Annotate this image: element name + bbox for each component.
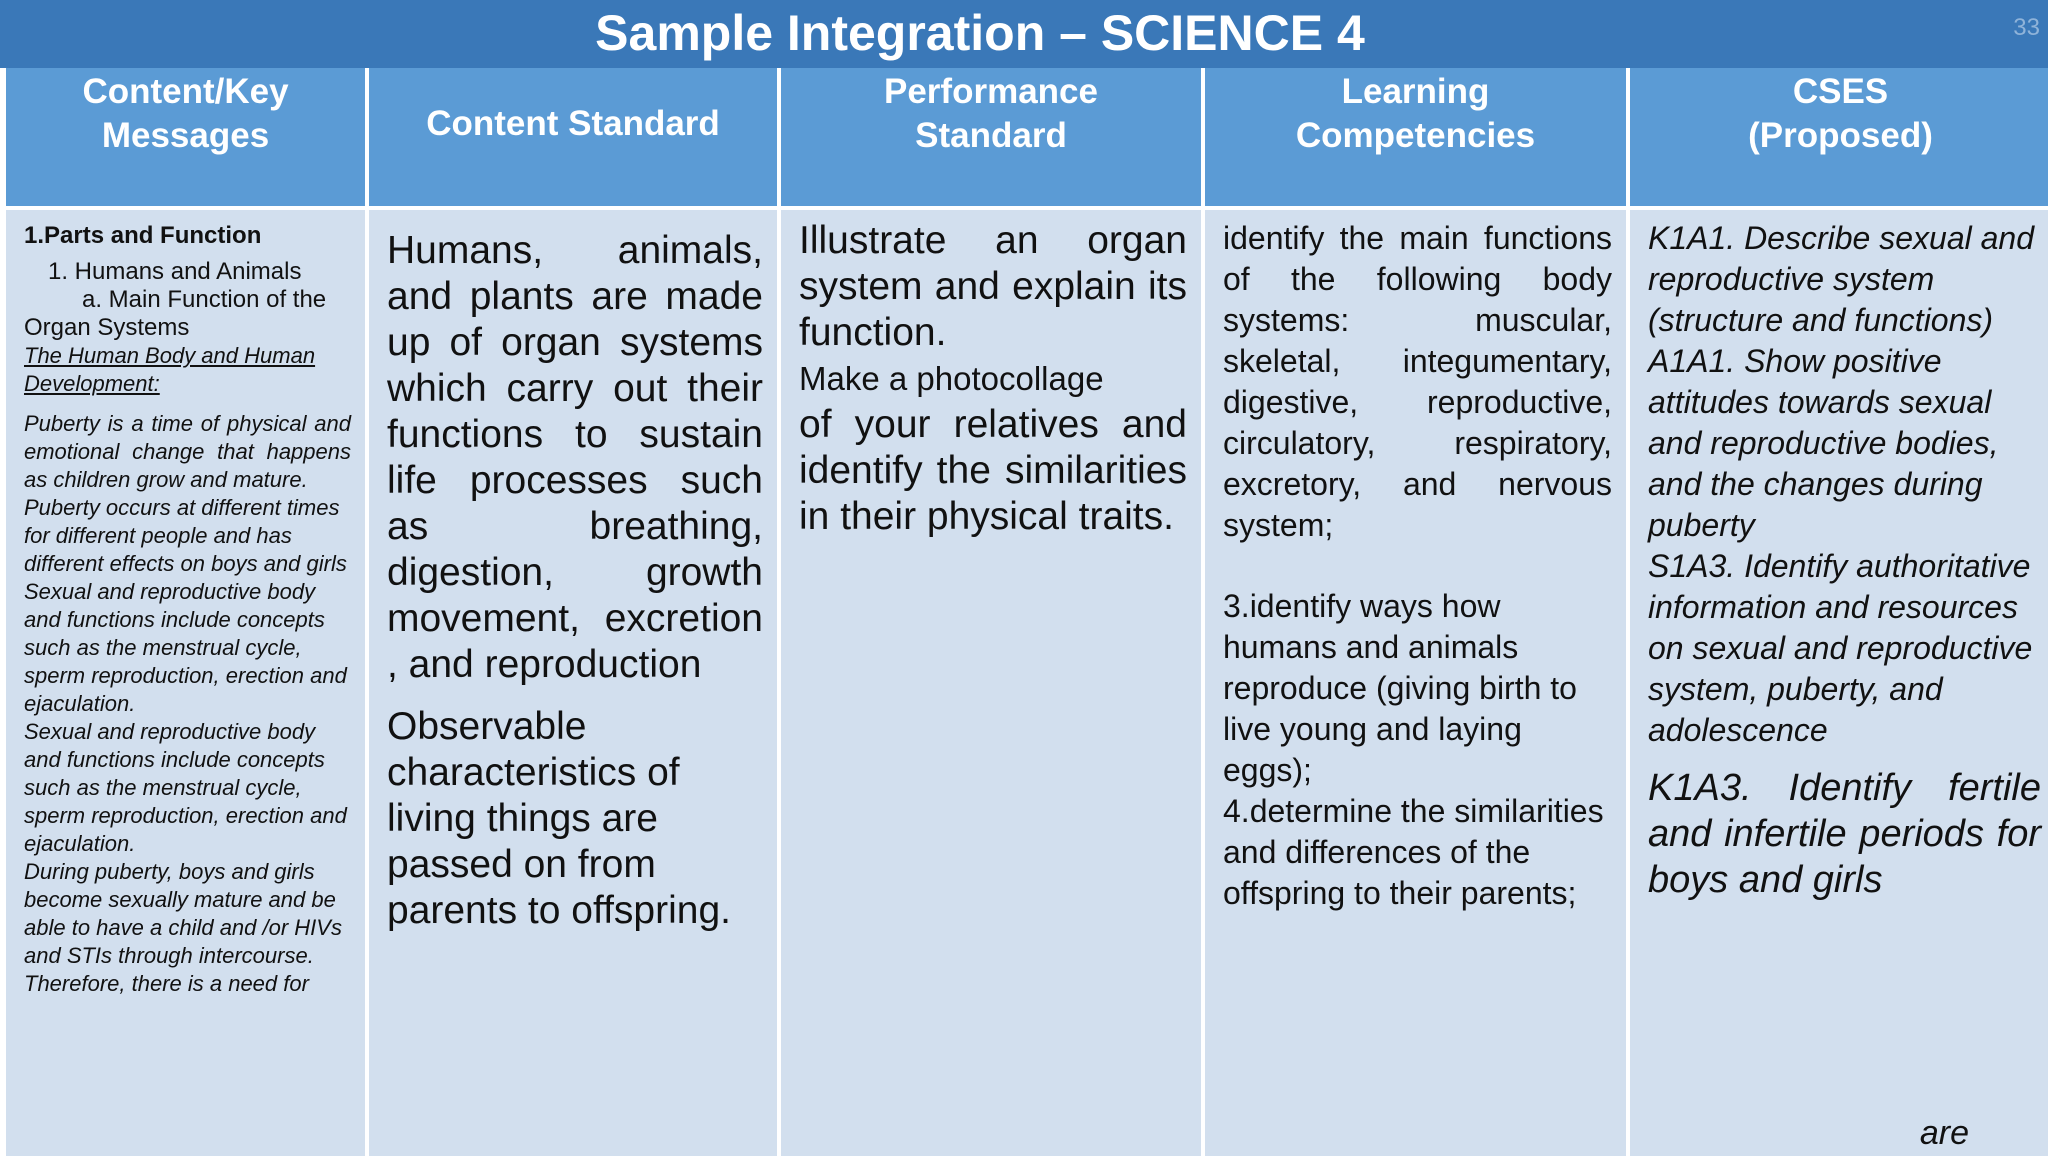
header-cses-proposed: CSES (Proposed) (1630, 68, 2048, 206)
cell-learning-competencies (1205, 210, 1626, 1156)
competency-paragraph: 4.determine the similarities and differences of the offspring to their parents; (1223, 793, 1604, 911)
standard-paragraph: Humans, animals, and plants are made up of organ systems which carry out their functions to sustain life processes such as breathing, digestion, growth movement, excretion , and reproduction (387, 229, 763, 686)
cell-performance-standard (781, 210, 1201, 1156)
standard-paragraph: Observable characteristics of living things are passed on from parents to offspring. (387, 705, 731, 932)
topic-item: 1. Humans and Animals (48, 258, 302, 285)
cses-overflow-text: are (1919, 1114, 1969, 1152)
header-content-key-messages: Content/Key Messages (6, 68, 365, 206)
section-title-link: The Human Body and Human Development: (24, 343, 316, 396)
cses-paragraph: K1A3. Identify fertile and infertile periods for boys and girls (1648, 767, 2041, 901)
message-paragraph: Puberty occurs at different times for different people and has different effects on boys and girls Sexual and reproductive body and functions include concepts such as the menstrual cycle, sperm reproduction, erection and ejaculation. (24, 495, 347, 716)
cell-cses-proposed (1630, 210, 2048, 1156)
performance-paragraph: Illustrate an organ system and explain its function. (799, 219, 1187, 354)
topic-heading: 1.Parts and Function (24, 222, 262, 249)
header-content-standard: Content Standard (369, 68, 777, 206)
slide-number: 33 (2013, 14, 2040, 41)
cell-content-key-messages (6, 210, 365, 1156)
competency-paragraph: 3.identify ways how humans and animals reproduce (giving birth to live young and laying eggs); (1223, 588, 1577, 788)
cses-paragraph: K1A1. Describe sexual and reproductive system (structure and functions) A1A1. Show positive attitudes towards sexual and reproductive bodies, and the changes during puberty (1648, 220, 2034, 543)
message-paragraph: Therefore, there is a need for (24, 971, 309, 996)
slide-title: Sample Integration – SCIENCE 4 (595, 5, 1365, 61)
header-learning-competencies: Learning Competencies (1205, 68, 1626, 206)
curriculum-table (6, 68, 2048, 1152)
cell-content-standard (369, 210, 777, 1156)
performance-paragraph: Make a photocollage (799, 360, 1104, 397)
cses-paragraph: S1A3. Identify authoritative information and resources on sexual and reproductive system, puberty, and adolescence (1648, 548, 2033, 748)
performance-paragraph: of your relatives and identify the similarities in their physical traits. (799, 403, 1187, 538)
message-paragraph: During puberty, boys and girls become sexually mature and be able to have a child and /or HIVs and STIs through intercourse. (24, 859, 342, 968)
message-paragraph: Sexual and reproductive body and functions include concepts such as the menstrual cycle, sperm reproduction, erection and ejaculation. (24, 719, 347, 856)
topic-subitem-continued: Organ Systems (24, 314, 190, 341)
topic-subitem: a. Main Function of the (82, 286, 327, 313)
message-paragraph: Puberty is a time of physical and emotional change that happens as children grow and mature. (24, 411, 351, 492)
header-performance-standard: Performance Standard (781, 68, 1201, 206)
competency-paragraph: identify the main functions of the following body systems: muscular, skeletal, integumentary, digestive, reproductive, circulatory, respiratory, excretory, and nervous system; (1223, 220, 1612, 543)
